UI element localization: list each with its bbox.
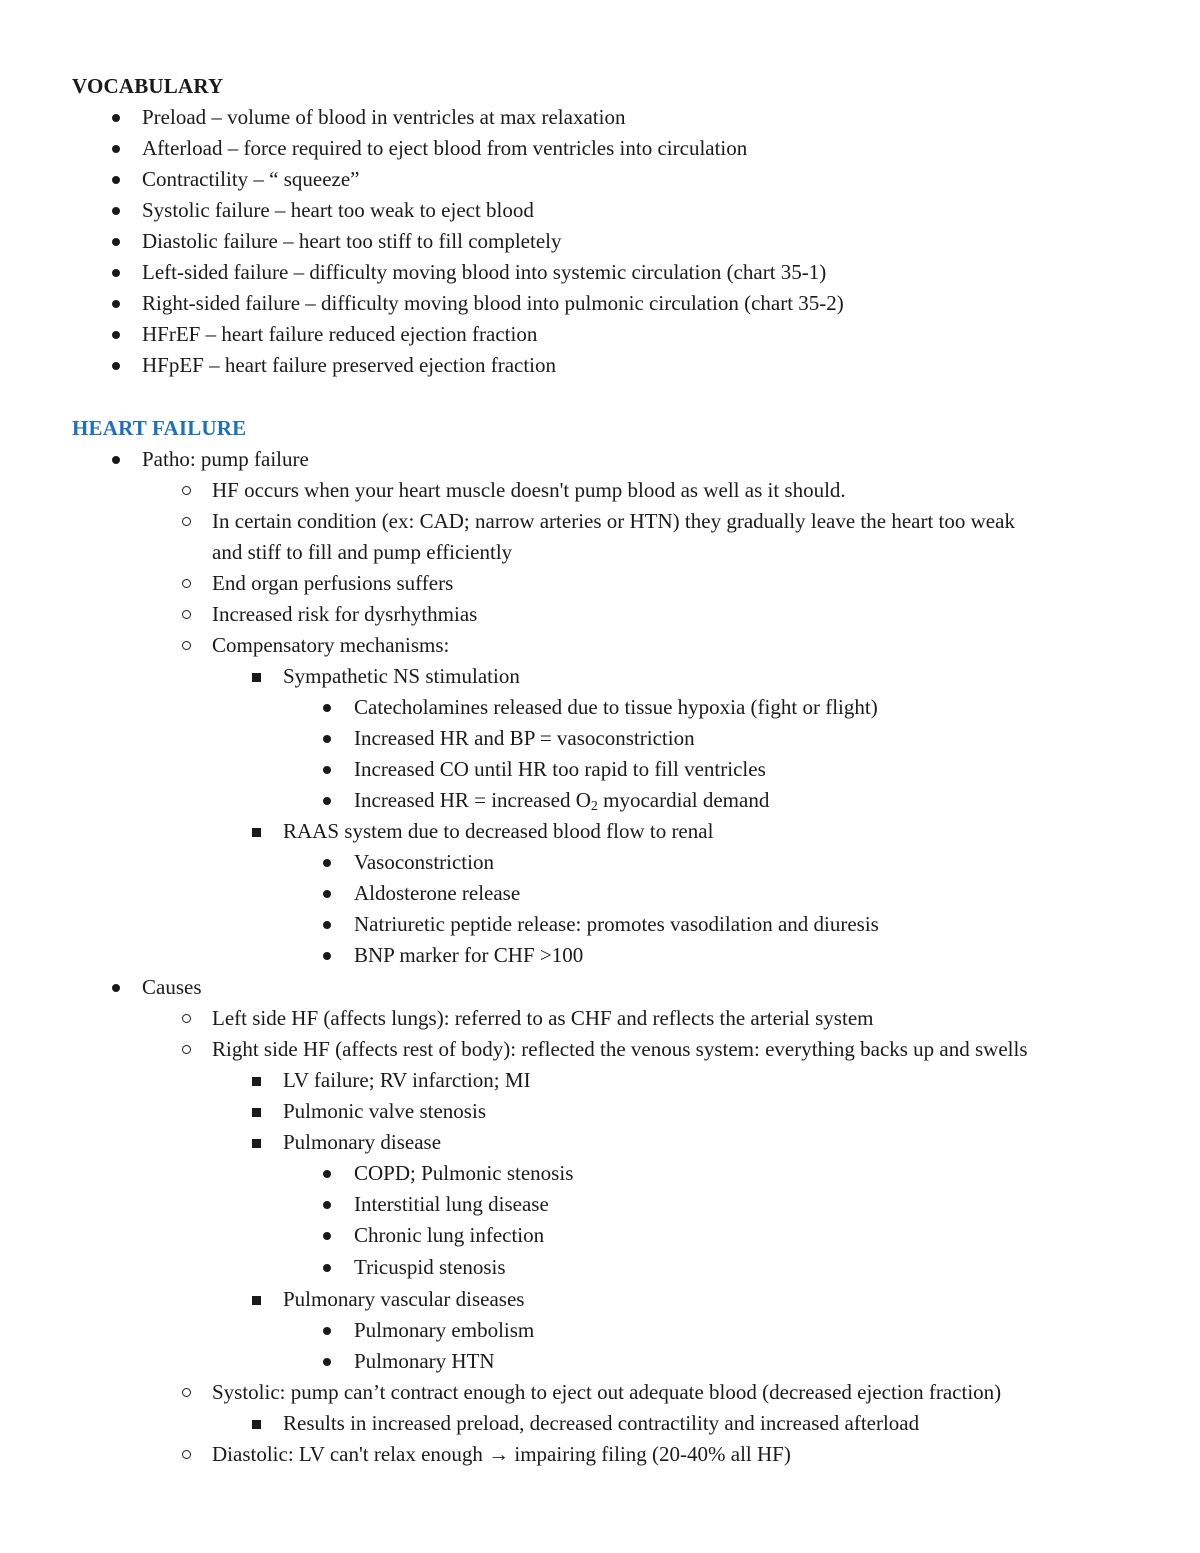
circle-bullet-icon	[182, 1388, 191, 1397]
square-bullet-icon	[252, 1420, 261, 1429]
disc-bullet-icon	[112, 456, 120, 464]
vocab-item: Diastolic failure – heart too stiff to fill completely	[142, 226, 562, 257]
causes-subitem: Diastolic: LV can't relax enough → impairing filing (20-40% all HF)	[212, 1439, 791, 1470]
vascular-subitem: Pulmonary HTN	[354, 1346, 495, 1377]
vocab-item: HFrEF – heart failure reduced ejection fraction	[142, 319, 537, 350]
disc-bullet-icon	[323, 1201, 331, 1209]
raas-subitem: Aldosterone release	[354, 878, 520, 909]
disc-bullet-icon	[323, 859, 331, 867]
disc-bullet-icon	[323, 890, 331, 898]
square-bullet-icon	[252, 828, 261, 837]
vocab-item: HFpEF – heart failure preserved ejection fraction	[142, 350, 556, 381]
disc-bullet-icon	[323, 952, 331, 960]
disc-bullet-icon	[323, 1232, 331, 1240]
vascular-subitem: Pulmonary embolism	[354, 1315, 534, 1346]
sympathetic-subitem: Increased HR = increased $O_2$ myocardial demand	[354, 785, 769, 816]
disc-bullet-icon	[112, 207, 120, 215]
raas-subitem: Natriuretic peptide release: promotes vasodilation and diuresis	[354, 909, 879, 940]
disc-bullet-icon	[112, 362, 120, 370]
disc-bullet-icon	[323, 704, 331, 712]
causes-subitem: Left side HF (affects lungs): referred to as CHF and reflects the arterial system	[212, 1003, 873, 1034]
disc-bullet-icon	[112, 114, 120, 122]
circle-bullet-icon	[182, 1450, 191, 1459]
disc-bullet-icon	[112, 984, 120, 992]
patho-subitem: HF occurs when your heart muscle doesn't pump blood as well as it should.	[212, 475, 846, 506]
pulmonary-disease-subitem: COPD; Pulmonic stenosis	[354, 1158, 573, 1189]
pulmonary-disease-subitem: Tricuspid stenosis	[354, 1252, 506, 1283]
disc-bullet-icon	[323, 1358, 331, 1366]
vocab-item: Systolic failure – heart too weak to eject blood	[142, 195, 534, 226]
pulmonary-disease-subitem: Interstitial lung disease	[354, 1189, 549, 1220]
causes-subitem: Systolic: pump can’t contract enough to eject out adequate blood (decreased ejection fraction)	[212, 1377, 1001, 1408]
raas-subitem: Vasoconstriction	[354, 847, 494, 878]
causes-item: Causes	[142, 972, 202, 1003]
vocab-item: Right-sided failure – difficulty moving blood into pulmonic circulation (chart 35-2)	[142, 288, 844, 319]
right-hf-item: LV failure; RV infarction; MI	[283, 1065, 531, 1096]
disc-bullet-icon	[323, 1264, 331, 1272]
vocabulary-heading: VOCABULARY	[72, 74, 224, 98]
heart-failure-heading: HEART FAILURE	[72, 416, 247, 440]
disc-bullet-icon	[323, 766, 331, 774]
sympathetic-subitem: Increased CO until HR too rapid to fill ventricles	[354, 754, 766, 785]
sympathetic-subitem: Increased HR and BP = vasoconstriction	[354, 723, 695, 754]
vocab-item: Preload – volume of blood in ventricles at max relaxation	[142, 102, 625, 133]
disc-bullet-icon	[112, 145, 120, 153]
patho-subitem: End organ perfusions suffers	[212, 568, 453, 599]
circle-bullet-icon	[182, 1045, 191, 1054]
circle-bullet-icon	[182, 486, 191, 495]
disc-bullet-icon	[323, 921, 331, 929]
disc-bullet-icon	[323, 797, 331, 805]
circle-bullet-icon	[182, 1014, 191, 1023]
causes-subitem: Right side HF (affects rest of body): reflected the venous system: everything backs up and swells	[212, 1034, 1028, 1065]
vocab-item: Afterload – force required to eject blood from ventricles into circulation	[142, 133, 747, 164]
disc-bullet-icon	[112, 331, 120, 339]
vocab-item: Left-sided failure – difficulty moving blood into systemic circulation (chart 35-1)	[142, 257, 826, 288]
square-bullet-icon	[252, 1077, 261, 1086]
vascular-item: Pulmonary vascular diseases	[283, 1284, 524, 1315]
patho-subitem: Compensatory mechanisms:	[212, 630, 449, 661]
disc-bullet-icon	[112, 176, 120, 184]
circle-bullet-icon	[182, 517, 191, 526]
disc-bullet-icon	[112, 300, 120, 308]
square-bullet-icon	[252, 1139, 261, 1148]
systolic-item: Results in increased preload, decreased contractility and increased afterload	[283, 1408, 919, 1439]
vocab-item: Contractility – “ squeeze”	[142, 164, 360, 195]
square-bullet-icon	[252, 1296, 261, 1305]
patho-subitem: Increased risk for dysrhythmias	[212, 599, 477, 630]
circle-bullet-icon	[182, 610, 191, 619]
raas-subitem: BNP marker for CHF >100	[354, 940, 583, 971]
disc-bullet-icon	[323, 1170, 331, 1178]
right-hf-item: Pulmonary disease	[283, 1127, 441, 1158]
disc-bullet-icon	[112, 238, 120, 246]
raas-item: RAAS system due to decreased blood flow to renal	[283, 816, 713, 847]
pulmonary-disease-subitem: Chronic lung infection	[354, 1220, 544, 1251]
sympathetic-subitem: Catecholamines released due to tissue hypoxia (fight or flight)	[354, 692, 878, 723]
sympathetic-item: Sympathetic NS stimulation	[283, 661, 520, 692]
square-bullet-icon	[252, 1108, 261, 1117]
disc-bullet-icon	[112, 269, 120, 277]
circle-bullet-icon	[182, 641, 191, 650]
circle-bullet-icon	[182, 579, 191, 588]
disc-bullet-icon	[323, 1327, 331, 1335]
disc-bullet-icon	[323, 735, 331, 743]
right-hf-item: Pulmonic valve stenosis	[283, 1096, 486, 1127]
patho-item: Patho: pump failure	[142, 444, 309, 475]
square-bullet-icon	[252, 673, 261, 682]
patho-subitem-continuation: and stiff to fill and pump efficiently	[212, 540, 513, 564]
patho-subitem: In certain condition (ex: CAD; narrow arteries or HTN) they gradually leave the heart too weak	[212, 506, 1015, 537]
